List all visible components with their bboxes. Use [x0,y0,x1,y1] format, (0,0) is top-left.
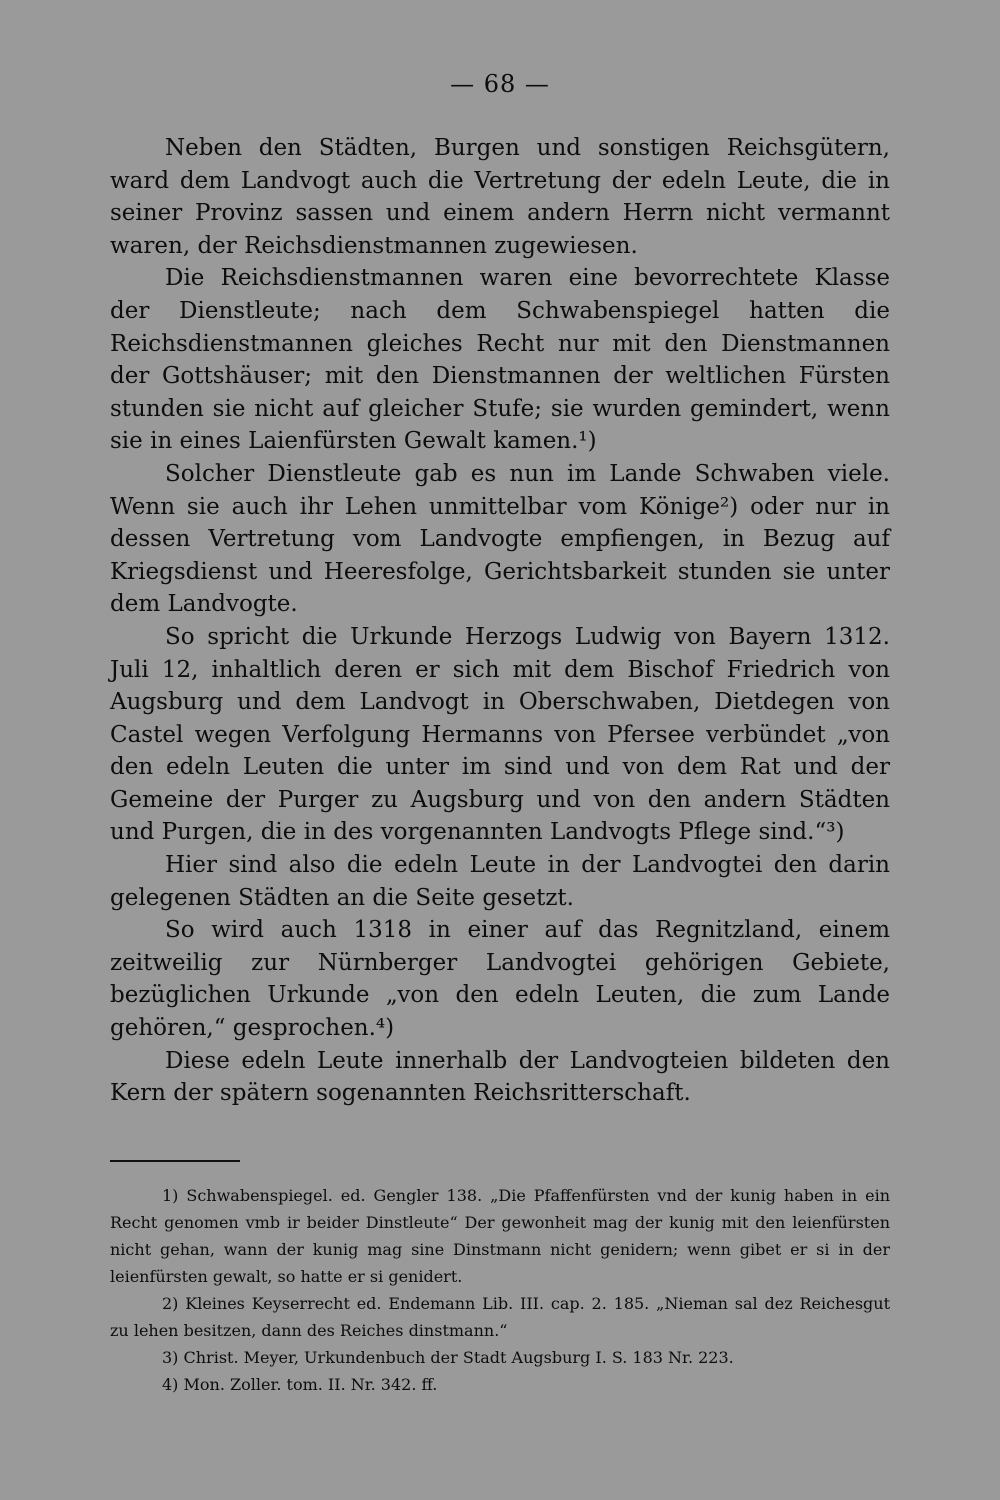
footnote-divider [110,1160,240,1162]
paragraph: Hier sind also die edeln Leute in der Landvogtei den darin gelegenen Städten an die Seite gesetzt. [110,852,890,911]
footnote: 3) Christ. Meyer, Urkundenbuch der Stadt Augsburg I. S. 183 Nr. 223. [162,1348,734,1367]
paragraph: So spricht die Urkunde Herzogs Ludwig von Bayern 1312. Juli 12, inhaltlich deren er sich mit dem Bischof Friedrich von Augsburg und dem Landvogt in Oberschwaben, Dietdegen von Castel wegen Verfolgung Hermanns von Pfersee verbündet „von den edeln Leuten die unter im sind und von dem Rat und der Gemeine der Purger zu Augsburg und von den andern Städten und Purgen, die in des vorgenannten Landvogts Pflege sind.“³) [110,623,890,846]
footnote: 2) Kleines Keyserrecht ed. Endemann Lib. III. cap. 2. 185. „Nieman sal dez Reichesgut zu lehen besitzen, dann des Reiches dinstmann.“ [110,1294,890,1340]
footnotes [110,1182,890,1398]
paragraph: Die Reichsdienstmannen waren eine bevorrechtete Klasse der Dienstleute; nach dem Schwabenspiegel hatten die Reichsdienstmannen gleiches Recht nur mit den Dienstmannen der Gottshäuser; mit den Dienstmannen der weltlichen Fürsten stunden sie nicht auf gleicher Stufe; sie wurden gemindert, wenn sie in eines Laienfürsten Gewalt kamen.¹) [110,265,890,455]
footnote: 1) Schwabenspiegel. ed. Gengler 138. „Die Pfaffenfürsten vnd der kunig haben in ein Recht genomen vmb ir beider Dinstleute“ Der gewonheit mag der kunig mit den leienfürsten nicht gehan, wann der kunig mag sine Dinstmann nicht genidern; wenn gibet er si in der leienfürsten gewalt, so hatte er si genidert. [110,1186,890,1286]
page-number: — 68 — [450,70,550,98]
footnote: 4) Mon. Zoller. tom. II. Nr. 342. ff. [162,1375,438,1394]
paragraph: So wird auch 1318 in einer auf das Regnitzland, einem zeitweilig zur Nürnberger Landvogtei gehörigen Gebiete, bezüglichen Urkunde „von den edeln Leuten, die zum Lande gehören,“ gesprochen.⁴) [110,917,890,1042]
paragraph: Solcher Dienstleute gab es nun im Lande Schwaben viele. Wenn sie auch ihr Lehen unmittelbar vom Könige²) oder nur in dessen Vertretung vom Landvogte empfiengen, in Bezug auf Kriegsdienst und Heeresfolge, Gerichtsbarkeit stunden sie unter dem Landvogte. [110,460,890,618]
paragraph: Diese edeln Leute innerhalb der Landvogteien bildeten den Kern der spätern sogenannten Reichsritterschaft. [110,1047,890,1107]
paragraph: Neben den Städten, Burgen und sonstigen Reichsgütern, ward dem Landvogt auch die Vertretung der edeln Leute, die in seiner Provinz sassen und einem andern Herrn nicht vermannt waren, der Reichsdienstmannen zugewiesen. [110,135,890,259]
main-text [110,132,890,1110]
